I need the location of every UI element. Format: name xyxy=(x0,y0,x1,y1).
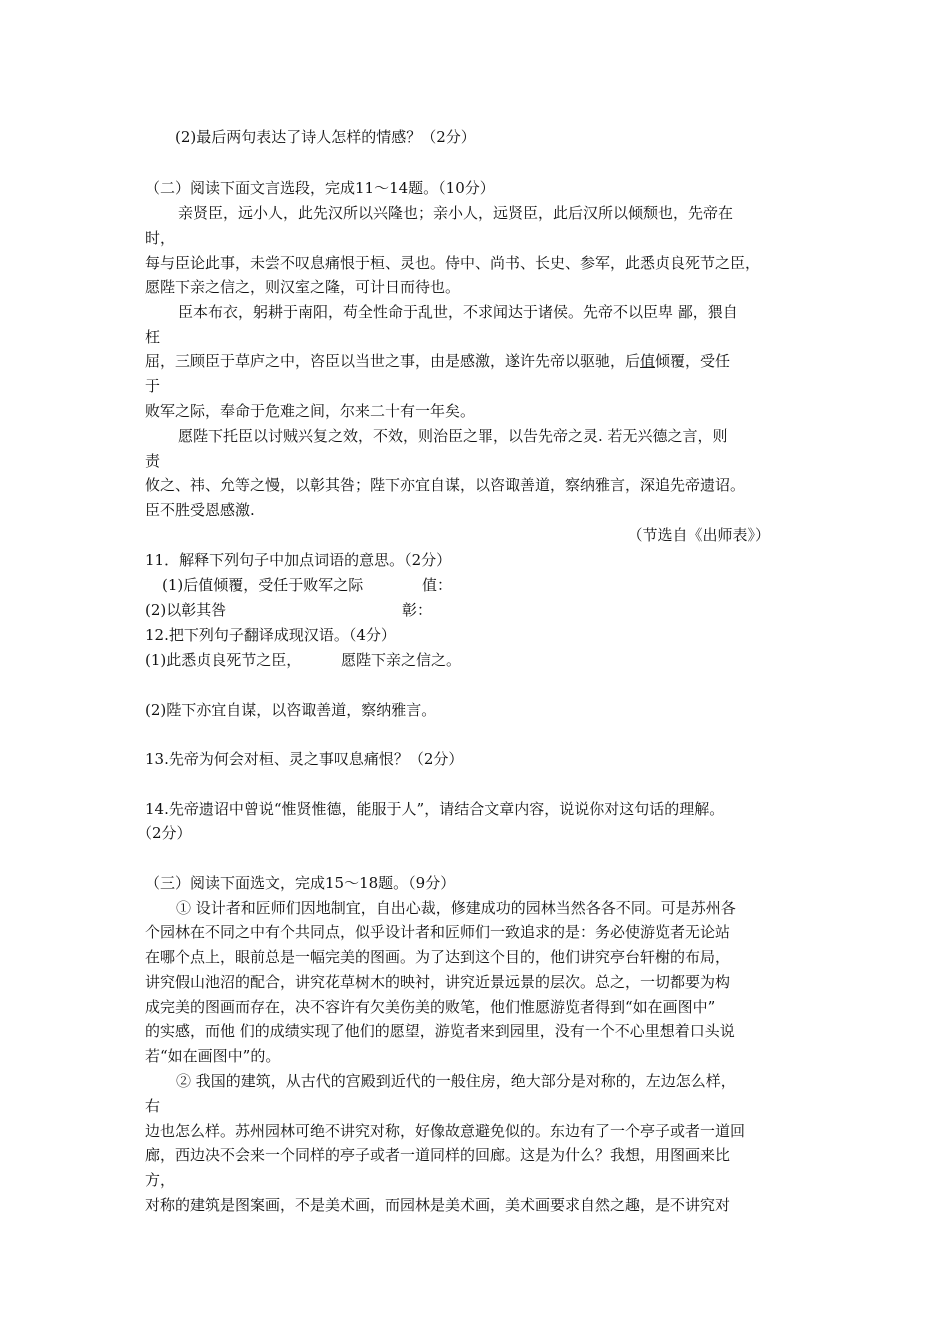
question-10-2: (2)最后两句表达了诗人怎样的情感？（2分） xyxy=(175,128,476,146)
passage-3-line: 对称的建筑是图案画，不是美术画，而园林是美术画，美术画要求自然之趣，是不讲究对 xyxy=(145,1196,731,1214)
passage-3-line: 边也怎么样。苏州园林可绝不讲究对称，好像故意避免似的。东边有了一个亭子或者一道回 xyxy=(145,1122,746,1140)
passage-2-line xyxy=(145,351,730,371)
question-14-line: 14.先帝遗诏中曾说“惟贤惟德，能服于人”，请结合文章内容，说说你对这句话的理解。 xyxy=(145,800,725,818)
passage-2-line: 枉 xyxy=(145,328,161,346)
passage-3-line: 右 xyxy=(145,1097,161,1115)
passage-2-line: 臣不胜受恩感激. xyxy=(145,501,255,519)
passage-3-line: 在哪个点上，眼前总是一幅完美的图画。为了达到这个目的，他们讲究亭台轩榭的布局， xyxy=(145,948,731,966)
question-12-item-1a: (1)此悉贞良死节之臣， xyxy=(145,651,302,669)
passage-3-line: 个园林在不同之中有个共同点，似乎设计者和匠师们一致追求的是：务必使游览者无论站 xyxy=(145,923,731,941)
passage-2-line: 臣本布衣，躬耕于南阳，苟全性命于乱世，不求闻达于诸侯。先帝不以臣卑 鄙，猥自 xyxy=(178,303,738,321)
passage-2-line: 愿陛下亲之信之，则汉室之隆，可计日而待也。 xyxy=(145,278,461,296)
passage-source: （节选自《出师表》） xyxy=(627,526,770,544)
passage-3-line: 成完美的图画而存在，决不容许有欠美伤美的败笔，他们惟愿游览者得到“如在画图中” xyxy=(145,998,716,1016)
passage-3-line: 方， xyxy=(145,1171,176,1189)
question-14-line: （2分） xyxy=(137,824,192,842)
passage-3-line: 廊，西边决不会来一个同样的亭子或者一道同样的回廊。这是为什么？我想，用图画来比 xyxy=(145,1146,731,1164)
passage-2-line: 责 xyxy=(145,452,161,470)
passage-text: 屈，三顾臣于草庐之中，咨臣以当世之事，由是感激，遂许先帝以驱驰，后 xyxy=(145,352,641,370)
question-11-item-2-word: 彰： xyxy=(402,601,433,619)
passage-2-line: 时， xyxy=(145,229,176,247)
section-2-header: （二）阅读下面文言选段，完成11～14题。（10分） xyxy=(145,179,495,197)
question-12-item-1b: 愿陛下亲之信之。 xyxy=(341,651,462,669)
question-11-item-1: (1)后值倾覆，受任于败军之际 xyxy=(162,576,364,594)
passage-3-line: ② 我国的建筑，从古代的宫殿到近代的一般住房，绝大部分是对称的，左边怎么样， xyxy=(176,1072,736,1090)
section-3-header: （三）阅读下面选文，完成15～18题。（9分） xyxy=(145,874,456,892)
passage-3-line: 讲究假山池沼的配合，讲究花草树木的映衬，讲究近景远景的层次。总之，一切都要为构 xyxy=(145,973,731,991)
passage-3-line: 的实感，而他 们的成绩实现了他们的愿望，游览者来到园里，没有一个不心里想着口头说 xyxy=(145,1022,735,1040)
passage-2-line: 每与臣论此事，未尝不叹息痛恨于桓、灵也。侍中、尚书、长史、参军，此悉贞良死节之臣， xyxy=(145,254,761,272)
question-12-stem: 12.把下列句子翻译成现汉语。（4分） xyxy=(145,626,396,644)
question-11-item-2: (2)以彰其咎 xyxy=(145,601,227,619)
question-11-item-1-word: 值： xyxy=(422,576,453,594)
question-13: 13.先帝为何会对桓、灵之事叹息痛恨？（2分） xyxy=(145,750,464,768)
dotted-word: 值 xyxy=(640,352,656,370)
passage-2-line: 攸之、祎、允等之慢，以彰其咎；陛下亦宜自谋，以咨诹善道，察纳雅言，深追先帝遗诏。 xyxy=(145,476,746,494)
passage-3-line: 若“如在画图中”的。 xyxy=(145,1047,281,1065)
passage-3-line: ① 设计者和匠师们因地制宜，自出心裁，修建成功的园林当然各各不同。可是苏州各 xyxy=(176,899,736,917)
passage-2-line: 愿陛下托臣以讨贼兴复之效，不效，则治臣之罪，以告先帝之灵. 若无兴德之言，则 xyxy=(178,427,728,445)
passage-text: 倾覆，受任 xyxy=(655,352,731,370)
question-12-item-2: (2)陛下亦宜自谋，以咨诹善道，察纳雅言。 xyxy=(145,701,437,719)
passage-2-line: 于 xyxy=(145,377,161,395)
passage-2-line: 败军之际，奉命于危难之间，尔来二十有一年矣。 xyxy=(145,402,476,420)
question-11-stem: 11．解释下列句子中加点词语的意思。（2分） xyxy=(145,551,452,569)
passage-2-line: 亲贤臣，远小人，此先汉所以兴隆也；亲小人，远贤臣，此后汉所以倾颓也，先帝在 xyxy=(178,204,734,222)
